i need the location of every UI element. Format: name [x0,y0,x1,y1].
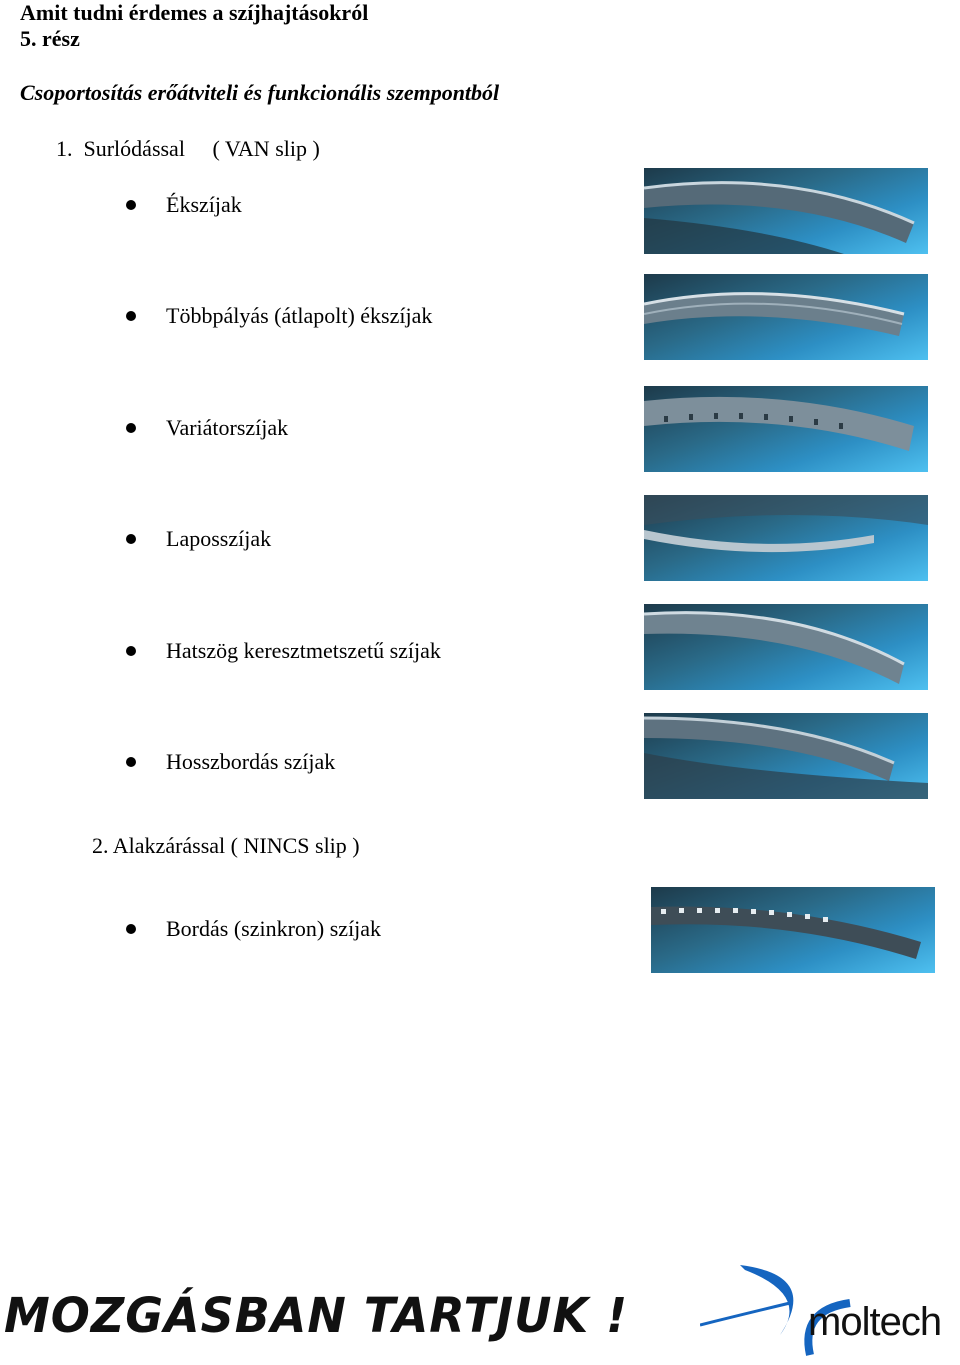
synchronous-belt-image [651,887,935,973]
section-heading-friction: 1. Surlódással ( VAN slip ) [56,136,320,161]
footer-slogan: MOZGÁSBAN TARTJUK ! [4,1286,629,1344]
bullet-icon [126,200,136,210]
list-item: Laposszíjak [126,526,271,552]
document-title: Amit tudni érdemes a szíjhajtásokról [20,0,369,25]
bullet-icon [126,311,136,321]
v-belt-image [644,168,928,254]
flat-belt-image [644,495,928,581]
document-subtitle: Csoportosítás erőátviteli és funkcionális szempontból [20,80,500,105]
list-item: Variátorszíjak [126,415,288,441]
list-item: Ékszíjak [126,192,242,218]
bullet-icon [126,757,136,767]
bullet-icon [126,423,136,433]
bullet-icon [126,924,136,934]
list-item: Többpályás (átlapolt) ékszíjak [126,303,432,329]
variator-belt-image [644,386,928,472]
list-item: Bordás (szinkron) szíjak [126,916,381,942]
moltech-logo-text: moltech [808,1300,942,1344]
bullet-icon [126,534,136,544]
section-heading-form-fit: 2. Alakzárással ( NINCS slip ) [92,833,360,858]
multi-v-belt-image [644,274,928,360]
document-part: 5. rész [20,26,80,51]
list-item: Hatszög keresztmetszetű szíjak [126,638,441,664]
hexagonal-belt-image [644,604,928,690]
ribbed-belt-image [644,713,928,799]
list-item: Hosszbordás szíjak [126,749,335,775]
bullet-icon [126,646,136,656]
